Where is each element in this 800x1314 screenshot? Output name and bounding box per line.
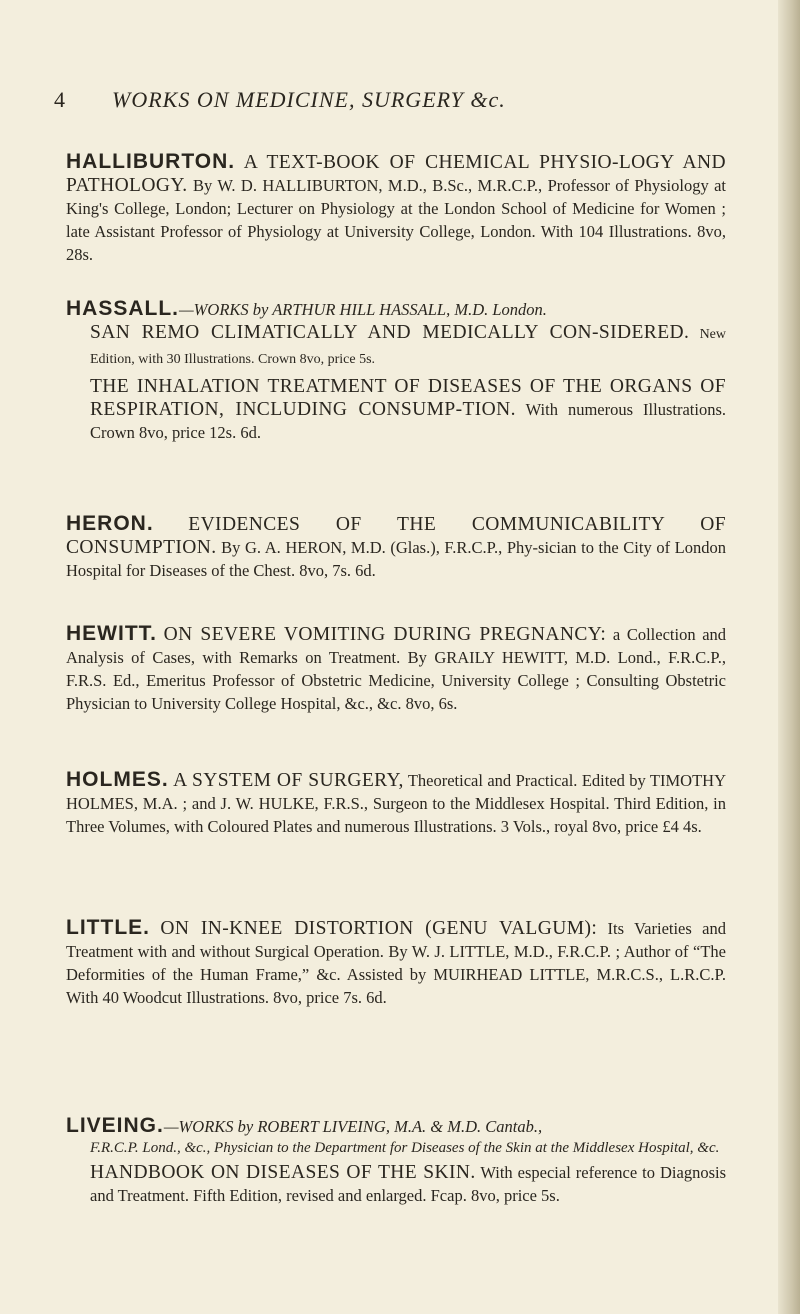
entry-halliburton xyxy=(66,150,726,266)
entry-hewitt xyxy=(66,622,726,715)
running-title: WORKS ON MEDICINE, SURGERY &c. xyxy=(112,87,506,112)
entry-body: With especial reference to Diagnosis and Treatment. Fifth Edition, revised and enlarged. Fcap. 8vo, price 5s. xyxy=(90,1163,727,1205)
page-number: 4 xyxy=(54,87,66,112)
entry-body: With numerous Illustrations. Crown 8vo, price 12s. 6d. xyxy=(90,400,727,442)
entry-heron xyxy=(66,512,726,582)
entry-affiliation: F.R.C.P. Lond., &c., Physician to the Department for Diseases of the Skin at the Middlesex Hospital, &c. xyxy=(90,1140,720,1156)
entry-title: A TEXT-BOOK OF CHEMICAL PHYSIO-LOGY AND PATHOLOGY. xyxy=(66,152,727,196)
entry-author: HEWITT. xyxy=(66,622,157,645)
entry-title: ON SEVERE VOMITING DURING PREGNANCY: xyxy=(163,624,607,645)
entry-body: New Edition, with 30 Illustrations. Crown 8vo, price 5s. xyxy=(90,327,726,367)
entry-liveing xyxy=(66,1114,726,1207)
entry-body: Theoretical and Practical. Edited by TIMOTHY HOLMES, M.A. ; and J. W. HULKE, F.R.S., Surgeon to the Middlesex Hospital. Third Edition, in Three Volumes, with Coloured Plates and numerous Illustrations. 3 Vols., royal 8vo, price £4 4s. xyxy=(66,771,726,836)
entry-author: HASSALL. xyxy=(66,297,179,320)
entry-works-line: —WORKS by ARTHUR HILL HASSALL, M.D. London. xyxy=(179,300,547,319)
entry-author: LIVEING. xyxy=(66,1114,164,1137)
entry-author: LITTLE. xyxy=(66,916,150,939)
entry-body: a Collection and Analysis of Cases, with Remarks on Treatment. By GRAILY HEWITT, M.D. Lond., F.R.C.P., F.R.S. Ed., Emeritus Professor of Obstetric Medicine, University College ; Consulting Obstetric Physician to University College Hospital, &c., &c. 8vo, 6s. xyxy=(66,625,727,713)
entry-body: By G. A. HERON, M.D. (Glas.), F.R.C.P., Phy-sician to the City of London Hospital for Diseases of the Chest. 8vo, 7s. 6d. xyxy=(66,538,726,580)
entry-title: THE INHALATION TREATMENT OF DISEASES OF THE ORGANS OF RESPIRATION, INCLUDING CONSUMP-TION. xyxy=(90,376,726,420)
entry-author: HERON. xyxy=(66,512,154,535)
entry-hassall xyxy=(66,297,726,444)
entry-works-line: —WORKS by ROBERT LIVEING, M.A. & M.D. Cantab., xyxy=(163,1117,543,1136)
entry-body: By W. D. HALLIBURTON, M.D., B.Sc., M.R.C.P., Professor of Physiology at King's College, London; Lecturer on Physiology at the London School of Medicine for Women ; late Assistant Professor of Physiology at University College, London. With 104 Illustrations. 8vo, 28s. xyxy=(66,176,726,264)
entry-author: HOLMES. xyxy=(66,768,169,791)
entry-holmes xyxy=(66,768,726,838)
entry-title: HANDBOOK ON DISEASES OF THE SKIN. xyxy=(90,1162,476,1183)
entry-author: HALLIBURTON. xyxy=(66,150,236,173)
entry-body: Its Varieties and Treatment with and without Surgical Operation. By W. J. LITTLE, M.D., F.R.C.P. ; Author of “The Deformities of the Human Frame,” &c. Assisted by MUIRHEAD LITTLE, M.R.C.S., L.R.C.P. With 40 Woodcut Illustrations. 8vo, price 7s. 6d. xyxy=(66,919,726,1007)
entry-little xyxy=(66,916,726,1009)
entry-title: SAN REMO CLIMATICALLY AND MEDICALLY CON-SIDERED. xyxy=(90,322,690,343)
entry-title: EVIDENCES OF THE COMMUNICABILITY OF CONSUMPTION. xyxy=(66,514,726,558)
entry-title: A SYSTEM OF SURGERY, xyxy=(173,770,404,791)
page-edge xyxy=(778,0,800,1314)
entry-title: ON IN-KNEE DISTORTION (GENU VALGUM): xyxy=(160,918,598,939)
